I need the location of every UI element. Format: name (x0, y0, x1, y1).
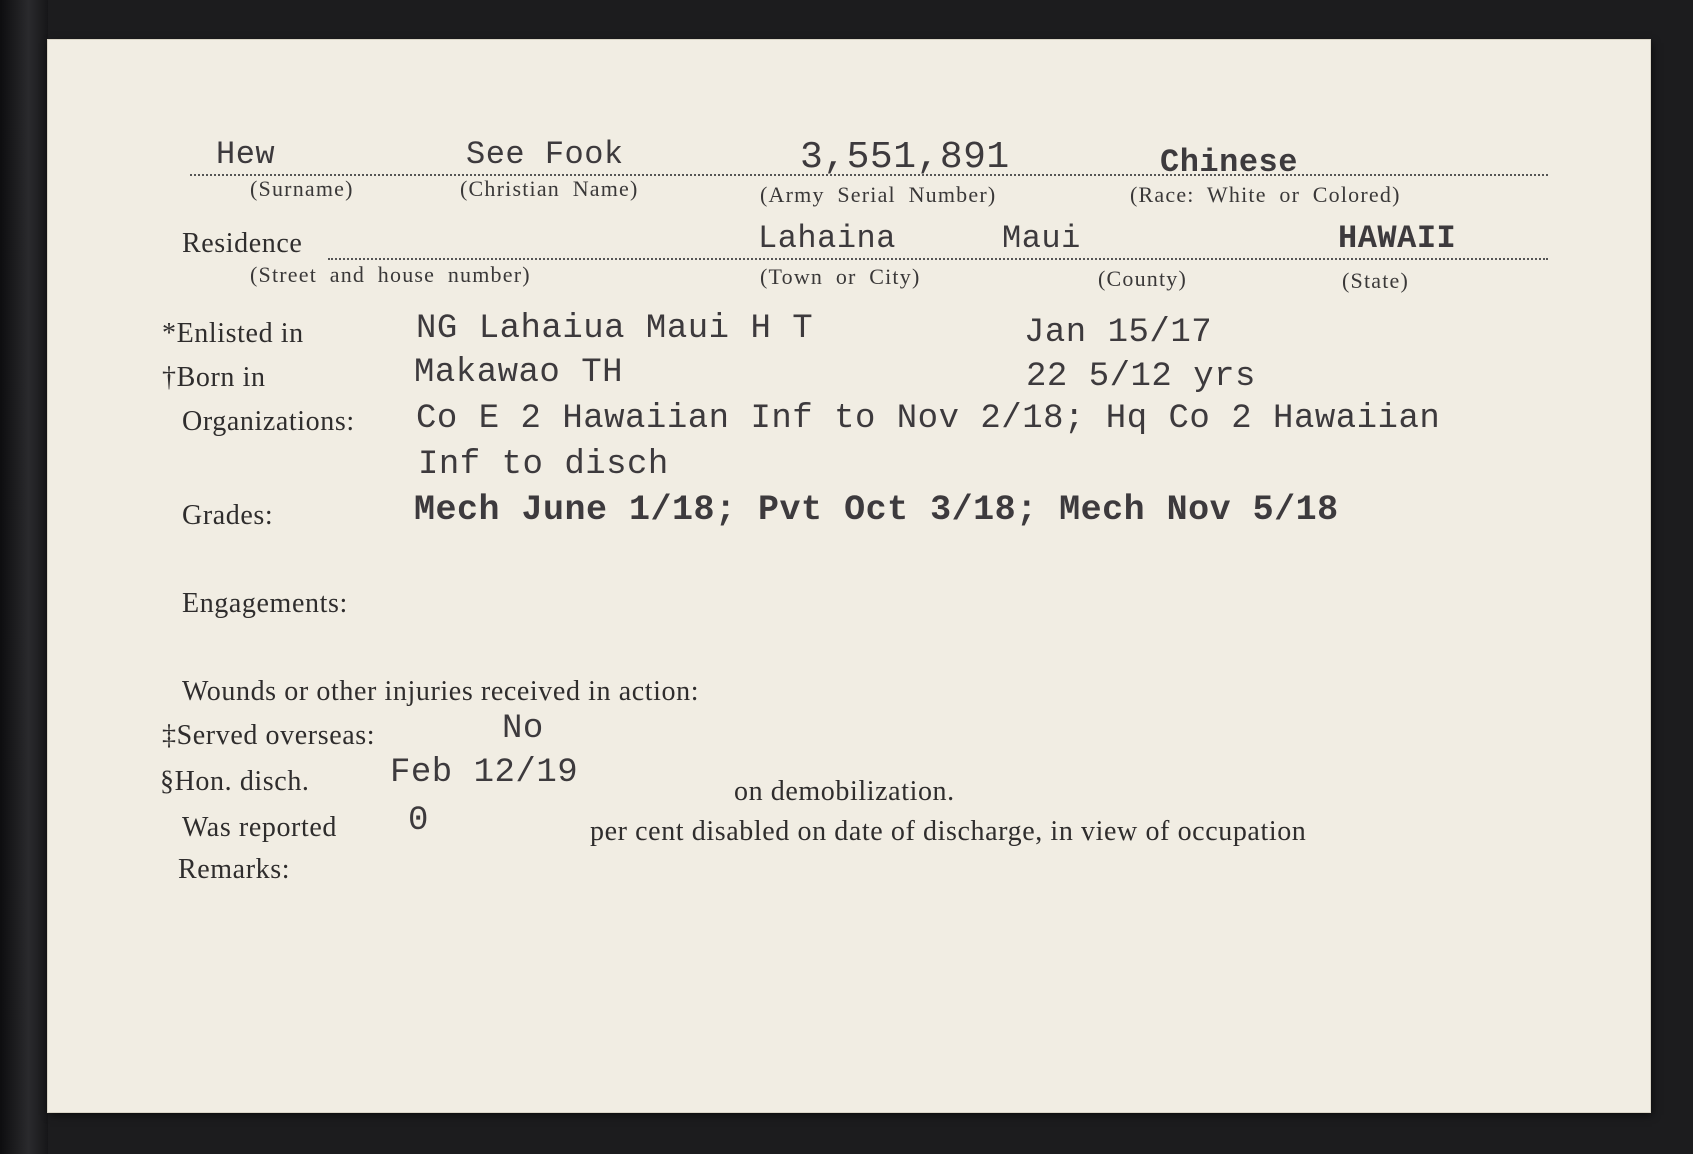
engagements-label: Engagements: (182, 588, 348, 619)
age-value: 22 5/12 yrs (1026, 358, 1256, 396)
discharge-date: Feb 12/19 (390, 754, 579, 792)
christian-name-caption: (Christian Name) (460, 176, 639, 201)
binder-edge (0, 0, 48, 1154)
enlisted-value: NG Lahaiua Maui H T (416, 310, 814, 348)
served-overseas-value: No (502, 710, 544, 748)
town-value: Lahaina (758, 220, 896, 257)
service-record-card (48, 40, 1650, 1112)
christian-name-value: See Fook (466, 136, 624, 173)
surname-value: Hew (216, 136, 276, 173)
discharge-label: §Hon. disch. (160, 766, 310, 797)
born-value: Makawao TH (414, 354, 624, 392)
enlisted-date: Jan 15/17 (1024, 314, 1213, 352)
discharge-suffix: on demobilization. (734, 776, 955, 807)
remarks-label: Remarks: (178, 854, 291, 885)
surname-caption: (Surname) (250, 176, 354, 201)
organizations-label: Organizations: (182, 406, 355, 437)
grades-label: Grades: (182, 500, 274, 531)
grades-value: Mech June 1/18; Pvt Oct 3/18; Mech Nov 5/18 (414, 490, 1339, 530)
street-caption: (Street and house number) (250, 262, 531, 287)
town-caption: (Town or City) (760, 264, 921, 289)
reported-suffix: per cent disabled on date of discharge, in view of occupation (590, 816, 1307, 847)
enlisted-label: *Enlisted in (162, 318, 304, 349)
county-caption: (County) (1098, 266, 1188, 291)
race-caption: (Race: White or Colored) (1130, 182, 1401, 207)
serial-number-value: 3,551,891 (800, 136, 1010, 179)
born-label: †Born in (162, 362, 266, 393)
organizations-line-1: Co E 2 Hawaiian Inf to Nov 2/18; Hq Co 2 Hawaiian (416, 400, 1441, 438)
reported-value: 0 (408, 802, 429, 840)
wounds-label: Wounds or other injuries received in action: (182, 676, 700, 707)
state-caption: (State) (1342, 268, 1410, 293)
reported-label: Was reported (182, 812, 337, 843)
served-overseas-label: ‡Served overseas: (162, 720, 376, 751)
race-value: Chinese (1160, 144, 1298, 181)
organizations-line-2: Inf to disch (418, 446, 669, 484)
residence-label: Residence (182, 228, 303, 259)
state-value: HAWAII (1338, 220, 1457, 257)
residence-dotted-line (328, 258, 1548, 260)
county-value: Maui (1002, 220, 1081, 257)
serial-number-caption: (Army Serial Number) (760, 182, 997, 207)
